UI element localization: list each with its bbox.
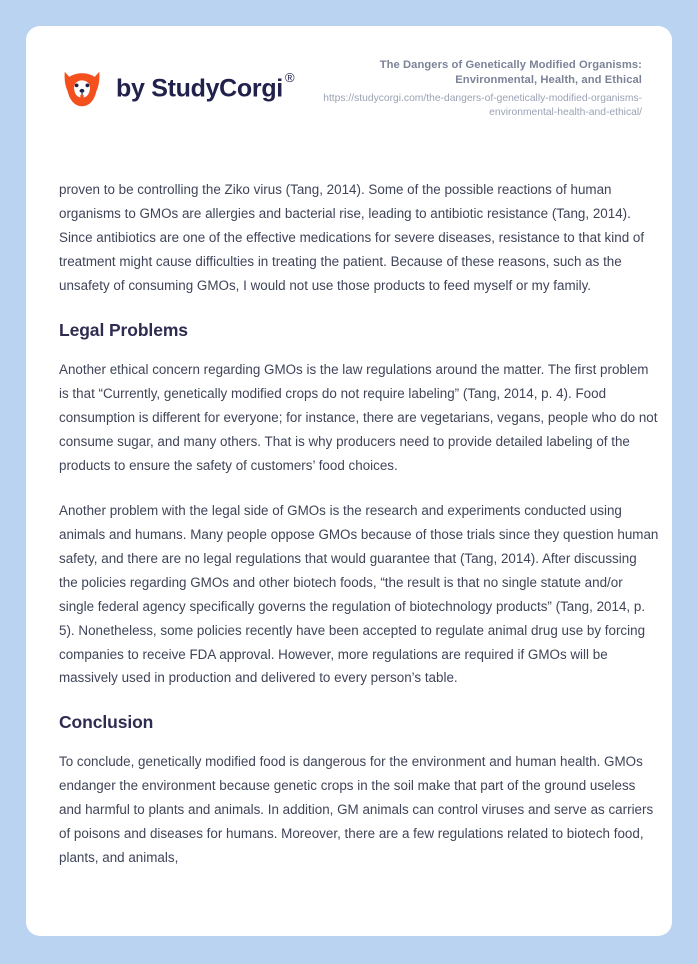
- brand-logo[interactable]: [59, 66, 295, 112]
- document-sheet: [26, 26, 672, 936]
- document-header: [26, 26, 672, 152]
- heading-legal-problems: Legal Problems: [59, 319, 188, 340]
- document-body: [59, 178, 659, 870]
- section-legal-problems: [59, 319, 659, 342]
- registered-trademark-icon: ®: [284, 70, 295, 86]
- corgi-logo-icon: [59, 66, 105, 112]
- brand-name-text: by StudyCorgi: [116, 74, 283, 103]
- paragraph-legal-research: Another problem with the legal side of GMOs is the research and experiments conducted using animals and humans. Many people oppose GMOs because of those trials since they question human safety, and there are no legal regulations that would guarantee that (Tang, 2014). After discussing the policies regarding GMOs and other biotech foods, “the result is that no single statute and/or single federal agency specifically governs the regulation of biotechnology products” (Tang, 2014, p. 5). Nonetheless, some policies recently have been accepted to regulate animal drug use by forcing companies to receive FDA approval. However, more regulations are required if GMOs will be massively used in production and delivered to every person’s table.: [59, 502, 659, 686]
- section-conclusion: [59, 711, 659, 734]
- paragraph-intro: proven to be controlling the Ziko virus (Tang, 2014). Some of the possible reactions of human organisms to GMOs are allergies and bacterial rise, leading to antibiotic resistance (Tang, 2014). Since antibiotics are one of the effective medications for severe diseases, resistance to that kind of treatment might cause difficulties in treating the patient. Because of these reasons, such as the unsafety of consuming GMOs, I would not use those products to feed myself or my family.: [59, 182, 645, 293]
- brand-wordmark: [116, 70, 295, 103]
- heading-conclusion: Conclusion: [59, 712, 154, 733]
- header-metadata: [312, 58, 642, 120]
- paragraph-conclusion: To conclude, genetically modified food is dangerous for the environment and human health. GMOs endanger the environment because genetic crops in the soil make that part of the ground useless and harmful to plants and animals. In addition, GM animals can control viruses and serve as carriers of poisons and diseases for humans. Moreover, there are a few regulations related to biotech food, plants, and animals,: [59, 754, 654, 866]
- paragraph-legal-labeling: Another ethical concern regarding GMOs is the law regulations around the matter. The first problem is that “Currently, genetically modified crops do not require labeling” (Tang, 2014, p. 4). Food consumption is different for everyone; for instance, there are vegetarians, vegans, people who do not consume sugar, and many others. That is why producers need to provide detailed labeling of the products to ensure the safety of customers’ food choices.: [59, 361, 658, 473]
- document-title: The Dangers of Genetically Modified Organisms: Environmental, Health, and Ethical: [379, 58, 642, 87]
- document-url[interactable]: https://studycorgi.com/the-dangers-of-genetically-modified-organisms-environmental-health-and-ethical/: [323, 92, 642, 118]
